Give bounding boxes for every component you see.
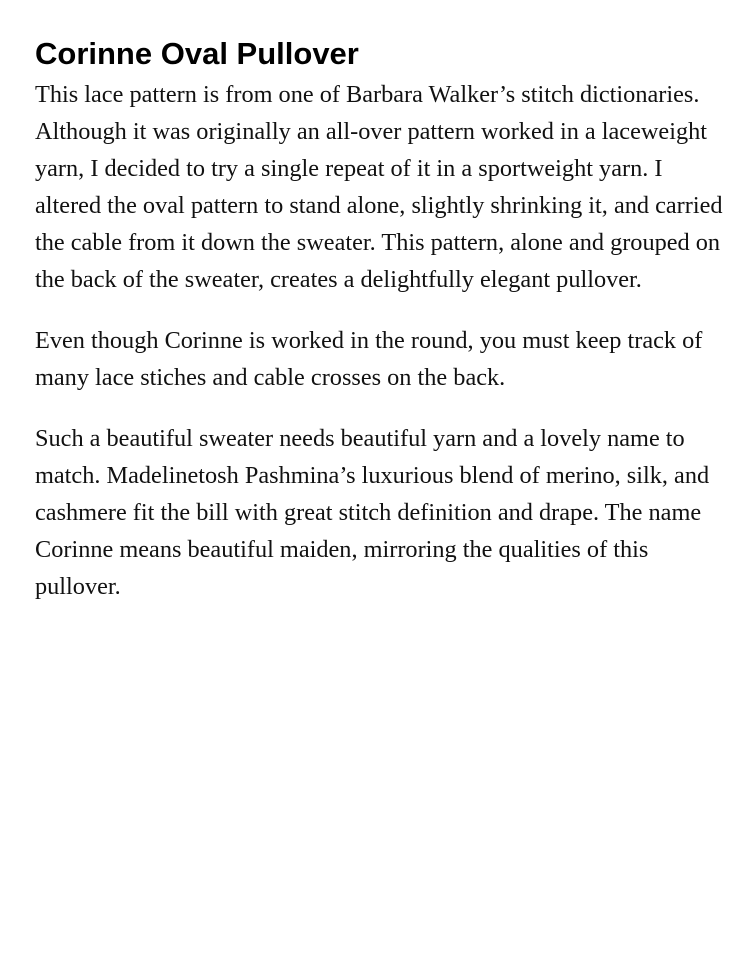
paragraph-intro: This lace pattern is from one of Barbara Walker’s stitch dictionaries. Although it was originally an all-over pattern worked in a laceweight yarn, I decided to try a single repeat of it in a sportweight yarn. I altered the oval pattern to stand alone, slightly shrinking it, and carried the cable from it down the sweater. This pattern, alone and grouped on the back of the sweater, creates a delightfully elegant pullover.: [35, 81, 723, 293]
paragraph-construction: Even though Corinne is worked in the round, you must keep track of many lace stiches and cable crosses on the back.: [35, 327, 703, 391]
paragraph-yarn: Such a beautiful sweater needs beautiful yarn and a lovely name to match. Madelinetosh Pashmina’s luxurious blend of merino, silk, and cashmere fit the bill with great stitch definition and drape. The name Corinne means beautiful maiden, mirroring the qualities of this pullover.: [35, 425, 710, 600]
page-title: Corinne Oval Pullover: [35, 36, 359, 71]
document-page: [35, 36, 725, 629]
